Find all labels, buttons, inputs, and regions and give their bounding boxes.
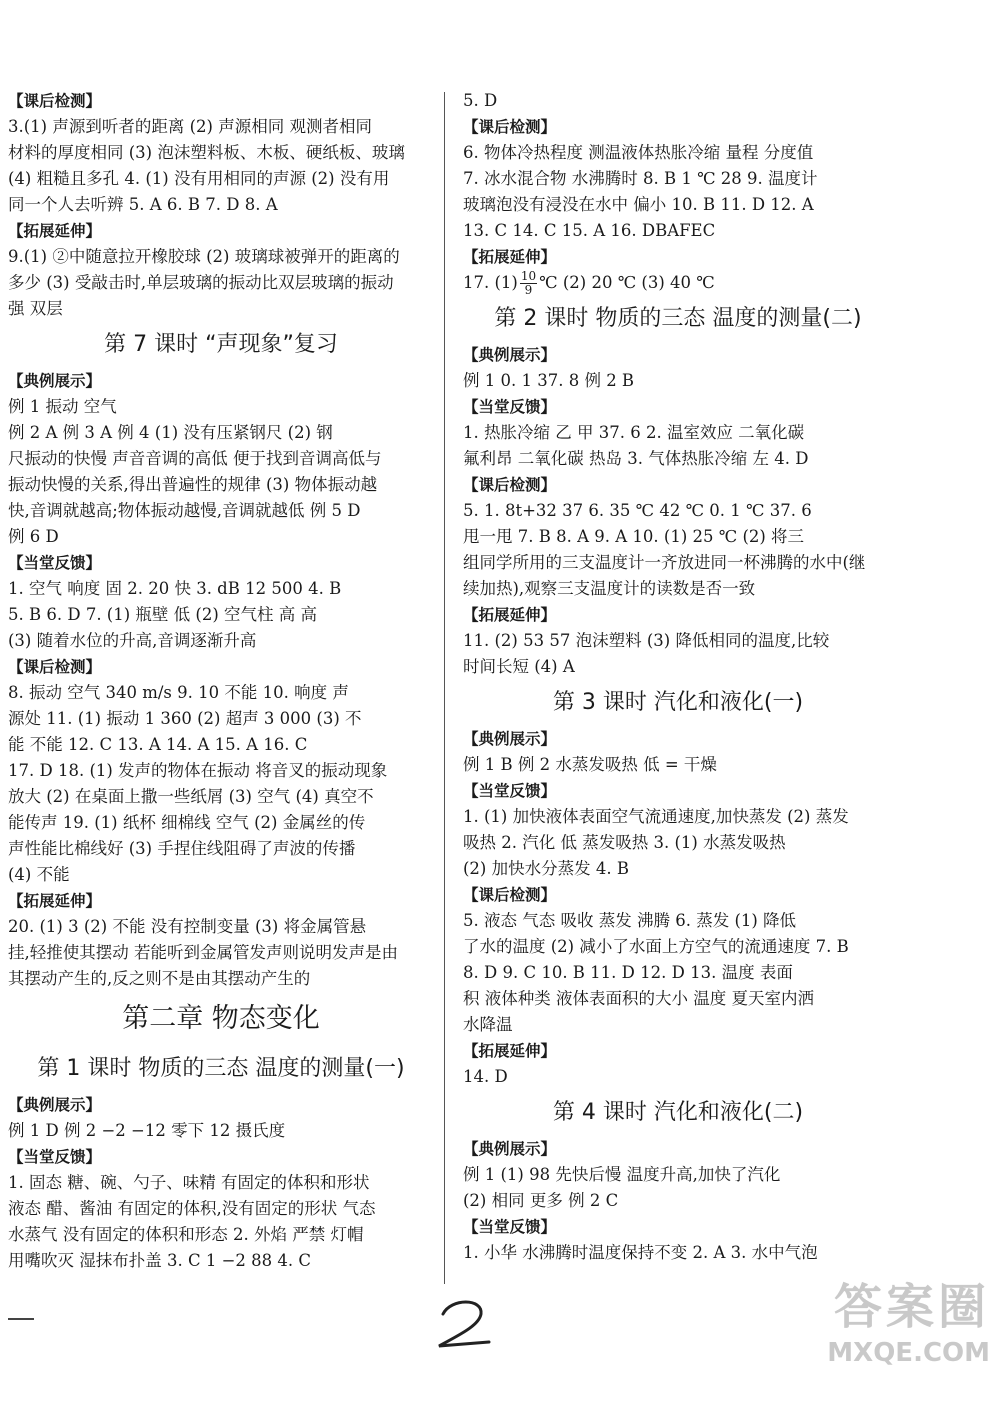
answer-line: (4) 粗糙且多孔 4. (1) 没有用相同的声源 (2) 没有用 bbox=[8, 169, 390, 188]
handwritten-page-number bbox=[425, 1292, 505, 1352]
section-heading: 【典例展示】 bbox=[463, 730, 557, 748]
answer-line: 8. D 9. C 10. B 11. D 12. D 13. 温度 表面 bbox=[463, 963, 793, 982]
section-heading: 【当堂反馈】 bbox=[463, 1218, 557, 1236]
section-heading: 【当堂反馈】 bbox=[463, 398, 557, 416]
section-heading: 【课后检测】 bbox=[8, 658, 102, 676]
answer-line: 多少 (3) 受敲击时,单层玻璃的振动比双层玻璃的振动 bbox=[8, 273, 394, 292]
answer-line: 5. 液态 气态 吸收 蒸发 沸腾 6. 蒸发 (1) 降低 bbox=[463, 911, 797, 930]
answer-line: 材料的厚度相同 (3) 泡沫塑料板、木板、硬纸板、玻璃 bbox=[8, 143, 405, 162]
lesson-title: 第 3 课时 汽化和液化(一) bbox=[552, 690, 804, 715]
section-heading: 【典例展示】 bbox=[463, 1140, 557, 1158]
answer-line: 20. (1) 3 (2) 不能 没有控制变量 (3) 将金属管悬 bbox=[8, 917, 367, 936]
column-divider bbox=[444, 92, 445, 1284]
left-column bbox=[8, 88, 434, 1274]
section-heading: 【拓展延伸】 bbox=[8, 892, 102, 910]
answer-line: 例 1 B 例 2 水蒸发吸热 低 = 干燥 bbox=[463, 755, 717, 774]
answer-line: (2) 相同 更多 例 2 C bbox=[463, 1191, 619, 1210]
answer-line: 17. D 18. (1) 发声的物体在振动 将音叉的振动现象 bbox=[8, 761, 388, 780]
answer-line: 1. 空气 响度 固 2. 20 快 3. dB 12 500 4. B bbox=[8, 579, 342, 598]
answer-line: 5. B 6. D 7. (1) 瓶壁 低 (2) 空气柱 高 高 bbox=[8, 605, 318, 624]
fraction-denominator: 9 bbox=[524, 283, 533, 296]
answer-line: 尺振动的快慢 声音音调的高低 便于找到音调高低与 bbox=[8, 449, 382, 468]
answer-suffix: ℃ (2) 20 ℃ (3) 40 ℃ bbox=[539, 273, 715, 292]
footer-rule bbox=[8, 1318, 34, 1320]
lesson-title: 第 1 课时 物质的三态 温度的测量(一) bbox=[37, 1056, 405, 1081]
section-heading: 【拓展延伸】 bbox=[8, 222, 102, 240]
section-heading: 【拓展延伸】 bbox=[463, 248, 557, 266]
answer-line: 8. 振动 空气 340 m/s 9. 10 不能 10. 响度 声 bbox=[8, 683, 349, 702]
answer-line: 源处 11. (1) 振动 1 360 (2) 超声 3 000 (3) 不 bbox=[8, 709, 362, 728]
right-column bbox=[463, 88, 893, 1266]
answer-line: 水蒸气 没有固定的体积和形态 2. 外焰 严禁 灯帽 bbox=[8, 1225, 364, 1244]
answer-line: (3) 随着水位的升高,音调逐渐升高 bbox=[8, 631, 257, 650]
answer-line: 其摆动产生的,反之则不是由其摆动产生的 bbox=[8, 969, 311, 988]
answer-line: 挂,轻推使其摆动 若能听到金属管发声则说明发声是由 bbox=[8, 943, 398, 962]
section-heading: 【课后检测】 bbox=[463, 886, 557, 904]
answer-line: (4) 不能 bbox=[8, 865, 70, 884]
answer-line: 11. (2) 53 57 泡沫塑料 (3) 降低相同的温度,比较 bbox=[463, 631, 830, 650]
watermark-logo: 答案圈 bbox=[833, 1279, 990, 1335]
answer-line: 续加热),观察三支温度计的读数是否一致 bbox=[463, 579, 756, 598]
answer-line: 例 1 振动 空气 bbox=[8, 397, 117, 416]
section-heading: 【当堂反馈】 bbox=[8, 1148, 102, 1166]
fraction-numerator: 10 bbox=[520, 270, 537, 283]
answer-line: 13. C 14. C 15. A 16. DBAFEC bbox=[463, 221, 716, 240]
answer-line: 7. 冰水混合物 水沸腾时 8. B 1 ℃ 28 9. 温度计 bbox=[463, 169, 818, 188]
section-heading: 【拓展延伸】 bbox=[463, 1042, 557, 1060]
section-heading: 【典例展示】 bbox=[463, 346, 557, 364]
fraction bbox=[520, 270, 537, 296]
lesson-title: 第 4 课时 汽化和液化(二) bbox=[552, 1100, 804, 1125]
answer-line: 5. D bbox=[463, 91, 498, 110]
section-heading: 【拓展延伸】 bbox=[463, 606, 557, 624]
answer-line: 快,音调就越高;物体振动越慢,音调就越低 例 5 D bbox=[8, 501, 361, 520]
answer-line: 氟利昂 二氧化碳 热岛 3. 气体热胀冷缩 左 4. D bbox=[463, 449, 809, 468]
answer-line: 水降温 bbox=[463, 1015, 513, 1034]
answer-line: 例 6 D bbox=[8, 527, 59, 546]
lesson-title: 第 7 课时 “声现象”复习 bbox=[104, 332, 338, 357]
answer-line: 用嘴吹灭 湿抹布扑盖 3. C 1 −2 88 4. C bbox=[8, 1251, 312, 1270]
answer-line: 5. 1. 8t+32 37 6. 35 ℃ 42 ℃ 0. 1 ℃ 37. 6 bbox=[463, 501, 812, 520]
answer-line: 时间长短 (4) A bbox=[463, 657, 575, 676]
answer-line: 吸热 2. 汽化 低 蒸发吸热 3. (1) 水蒸发吸热 bbox=[463, 833, 786, 852]
section-heading: 【课后检测】 bbox=[463, 476, 557, 494]
answer-line: 例 1 0. 1 37. 8 例 2 B bbox=[463, 371, 635, 390]
answer-line: 1. 热胀冷缩 乙 甲 37. 6 2. 温室效应 二氧化碳 bbox=[463, 423, 805, 442]
section-heading: 【课后检测】 bbox=[8, 92, 102, 110]
answer-line: 甩一甩 7. B 8. A 9. A 10. (1) 25 ℃ (2) 将三 bbox=[463, 527, 805, 546]
answer-line: 6. 物体冷热程度 测温液体热胀冷缩 量程 分度值 bbox=[463, 143, 814, 162]
answer-line: 1. 固态 糖、碗、勺子、味精 有固定的体积和形状 bbox=[8, 1173, 370, 1192]
answer-line: 例 2 A 例 3 A 例 4 (1) 没有压紧钢尺 (2) 钢 bbox=[8, 423, 333, 442]
answer-line: 液态 醋、酱油 有固定的体积,没有固定的形状 气态 bbox=[8, 1199, 376, 1218]
answer-line: 例 1 (1) 98 先快后慢 温度升高,加快了汽化 bbox=[463, 1165, 781, 1184]
section-heading: 【当堂反馈】 bbox=[463, 782, 557, 800]
answer-line: 例 1 D 例 2 −2 −12 零下 12 摄氏度 bbox=[8, 1121, 286, 1140]
answer-line: 能 不能 12. C 13. A 14. A 15. A 16. C bbox=[8, 735, 308, 754]
answer-line: 9.(1) ②中随意拉开橡胶球 (2) 玻璃球被弹开的距离的 bbox=[8, 247, 400, 266]
section-heading: 【典例展示】 bbox=[8, 372, 102, 390]
answer-line: 同一个人去听辨 5. A 6. B 7. D 8. A bbox=[8, 195, 278, 214]
chapter-title: 第二章 物态变化 bbox=[122, 1003, 320, 1034]
answer-line: 振动快慢的关系,得出普遍性的规律 (3) 物体振动越 bbox=[8, 475, 378, 494]
watermark bbox=[760, 1278, 990, 1398]
answer-line bbox=[463, 270, 893, 296]
answer-line: 积 液体种类 液体表面积的大小 温度 夏天室内洒 bbox=[463, 989, 814, 1008]
section-heading: 【课后检测】 bbox=[463, 118, 557, 136]
section-heading: 【典例展示】 bbox=[8, 1096, 102, 1114]
lesson-title: 第 2 课时 物质的三态 温度的测量(二) bbox=[494, 306, 862, 331]
answer-line: 组同学所用的三支温度计一齐放进同一杯沸腾的水中(继 bbox=[463, 553, 866, 572]
section-heading: 【当堂反馈】 bbox=[8, 554, 102, 572]
answer-line: 强 双层 bbox=[8, 299, 63, 318]
answer-line: (2) 加快水分蒸发 4. B bbox=[463, 859, 629, 878]
answer-line: 1. (1) 加快液体表面空气流通速度,加快蒸发 (2) 蒸发 bbox=[463, 807, 849, 826]
answer-line: 放大 (2) 在桌面上撒一些纸屑 (3) 空气 (4) 真空不 bbox=[8, 787, 374, 806]
answer-line: 了水的温度 (2) 减小了水面上方空气的流通速度 7. B bbox=[463, 937, 849, 956]
answer-line: 3.(1) 声源到听者的距离 (2) 声源相同 观测者相同 bbox=[8, 117, 372, 136]
answer-prefix: 17. (1) bbox=[463, 273, 518, 292]
answer-line: 能传声 19. (1) 纸杯 细棉线 空气 (2) 金属丝的传 bbox=[8, 813, 366, 832]
watermark-url: MXQE.COM bbox=[827, 1338, 990, 1368]
answer-line: 声性能比棉线好 (3) 手捏住线阻碍了声波的传播 bbox=[8, 839, 356, 858]
answer-line: 1. 小华 水沸腾时温度保持不变 2. A 3. 水中气泡 bbox=[463, 1243, 818, 1262]
answer-line: 玻璃泡没有浸没在水中 偏小 10. B 11. D 12. A bbox=[463, 195, 814, 214]
answer-line: 14. D bbox=[463, 1067, 508, 1086]
